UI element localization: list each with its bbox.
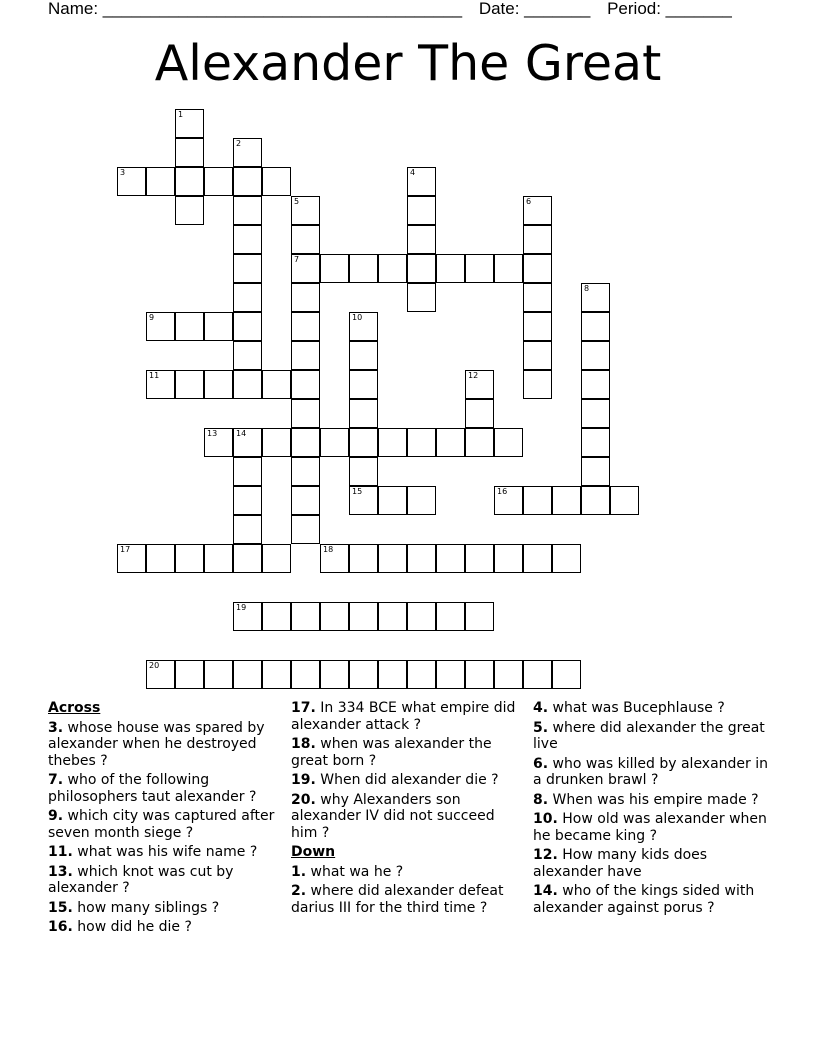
clue-text: how many siblings ? [72,899,220,916]
clue-item [48,864,280,897]
crossword-cell[interactable] [494,254,523,283]
crossword-cell[interactable] [291,660,320,689]
clue-text: When was his empire made ? [548,791,759,808]
crossword-cell[interactable] [436,254,465,283]
clue-number: 13. [48,863,73,880]
clue-number: 19 [236,603,247,612]
crossword-cell[interactable] [175,138,204,167]
crossword-cell[interactable] [436,544,465,573]
clue-item [533,883,773,916]
date-field-label[interactable]: Date: _______ [478,0,591,18]
down-clue-list [291,864,523,917]
crossword-cell[interactable] [291,399,320,428]
crossword-cell[interactable] [523,660,552,689]
clue-text: When did alexander die ? [315,772,499,788]
crossword-cell[interactable] [146,544,175,573]
crossword-cell[interactable] [146,312,175,341]
crossword-cell[interactable] [349,660,378,689]
crossword-cell[interactable] [233,602,262,631]
clue-item [48,808,280,841]
clue-number: 15 [352,487,363,496]
across-heading: Across [48,700,101,716]
clue-number: 12 [468,371,479,380]
clue-number: 19. [291,772,316,788]
crossword-cell[interactable] [494,660,523,689]
crossword-cell[interactable] [436,428,465,457]
crossword-cell[interactable] [233,254,262,283]
crossword-cell[interactable] [204,312,233,341]
crossword-cell[interactable] [175,312,204,341]
crossword-cell[interactable] [233,341,262,370]
clue-number: 11 [149,371,160,380]
crossword-cell[interactable] [581,312,610,341]
clue-column-1 [48,700,280,939]
crossword-cell[interactable] [233,544,262,573]
crossword-cell[interactable] [349,428,378,457]
crossword-cell[interactable] [233,138,262,167]
clue-item [291,736,523,769]
crossword-cell[interactable] [378,254,407,283]
clue-number: 6. [533,755,549,772]
crossword-cell[interactable] [523,370,552,399]
crossword-cell[interactable] [523,312,552,341]
clue-number: 17. [291,700,316,716]
clue-number: 3 [120,168,126,177]
crossword-cell[interactable] [523,486,552,515]
crossword-cell[interactable] [407,283,436,312]
clue-text: what was his wife name ? [72,844,258,860]
crossword-cell[interactable] [465,399,494,428]
crossword-cell[interactable] [523,341,552,370]
clue-item [291,700,523,733]
clue-item [533,847,773,880]
clue-number: 20. [291,791,316,808]
crossword-cell[interactable] [291,457,320,486]
crossword-cell[interactable] [175,167,204,196]
crossword-cell[interactable] [581,370,610,399]
clue-number: 8 [584,284,590,293]
crossword-cell[interactable] [262,660,291,689]
crossword-cell[interactable] [320,660,349,689]
clue-number: 1 [178,110,184,119]
clue-number: 1. [291,863,307,880]
crossword-cell[interactable] [204,660,233,689]
crossword-cell[interactable] [349,602,378,631]
crossword-cell[interactable] [494,428,523,457]
crossword-cell[interactable] [378,544,407,573]
crossword-cell[interactable] [581,341,610,370]
clue-text: why Alexanders son alexander IV did not succeed him ? [291,791,495,841]
crossword-cell[interactable] [523,254,552,283]
clue-item [291,883,523,916]
clue-number: 18 [323,545,334,554]
clue-number: 7 [294,255,300,264]
crossword-cell[interactable] [581,283,610,312]
crossword-cell[interactable] [494,486,523,515]
crossword-cell[interactable] [146,370,175,399]
clue-text: how did he die ? [72,919,192,935]
crossword-cell[interactable] [175,196,204,225]
crossword-cell[interactable] [465,602,494,631]
crossword-cell[interactable] [233,370,262,399]
crossword-cell[interactable] [204,167,233,196]
clue-number: 16. [48,919,73,935]
crossword-cell[interactable] [262,428,291,457]
clue-number: 4 [410,168,416,177]
clue-column-3 [533,700,773,919]
clue-item [48,720,280,770]
clue-column-2 [291,700,523,919]
crossword-cell[interactable] [146,660,175,689]
crossword-cell[interactable] [320,602,349,631]
crossword-cell[interactable] [291,602,320,631]
crossword-cell[interactable] [378,602,407,631]
crossword-cell[interactable] [349,341,378,370]
clue-item [533,756,773,789]
crossword-cell[interactable] [465,660,494,689]
crossword-cell[interactable] [233,167,262,196]
crossword-cell[interactable] [291,312,320,341]
crossword-cell[interactable] [349,544,378,573]
crossword-cell[interactable] [407,602,436,631]
crossword-cell[interactable] [233,486,262,515]
crossword-cell[interactable] [291,196,320,225]
clue-text: whose house was spared by alexander when he destroyed thebes ? [48,719,265,769]
crossword-cell[interactable] [233,283,262,312]
clue-number: 14. [533,883,558,899]
clue-text: who of the following philosophers taut alexander ? [48,772,257,805]
clue-number: 15. [48,899,73,916]
clue-text: How old was alexander when he became king ? [533,811,767,844]
crossword-cell[interactable] [407,428,436,457]
crossword-cell[interactable] [320,428,349,457]
clue-item [291,864,523,881]
clue-number: 10. [533,811,558,827]
clue-text: who of the kings sided with alexander against porus ? [533,883,755,916]
clue-number: 9 [149,313,155,322]
clue-text: which city was captured after seven month siege ? [48,808,275,841]
clue-text: where did alexander defeat darius III for the third time ? [291,883,504,916]
crossword-cell[interactable] [349,457,378,486]
crossword-cell[interactable] [262,167,291,196]
crossword-cell[interactable] [407,167,436,196]
crossword-cell[interactable] [581,428,610,457]
clue-item [291,792,523,842]
crossword-cell[interactable] [175,660,204,689]
crossword-cell[interactable] [465,428,494,457]
crossword-cell[interactable] [407,196,436,225]
clue-item [533,720,773,753]
clue-number: 4. [533,700,549,716]
crossword-cell[interactable] [465,370,494,399]
crossword-cell[interactable] [233,312,262,341]
crossword-cell[interactable] [407,544,436,573]
crossword-cell[interactable] [233,428,262,457]
clue-text: How many kids does alexander have [533,847,708,880]
crossword-cell[interactable] [233,660,262,689]
crossword-cell[interactable] [552,660,581,689]
crossword-cell[interactable] [494,544,523,573]
clue-text: who was killed by alexander in a drunken brawl ? [533,755,769,788]
crossword-cell[interactable] [349,370,378,399]
clue-item [533,700,773,717]
crossword-cell[interactable] [204,544,233,573]
crossword-cell[interactable] [523,225,552,254]
crossword-cell[interactable] [291,428,320,457]
clue-number: 3. [48,719,64,736]
crossword-cell[interactable] [523,283,552,312]
clue-item [533,811,773,844]
clue-item [48,844,280,861]
clue-text: where did alexander the great live [533,719,765,752]
crossword-cell[interactable] [610,486,639,515]
crossword-cell[interactable] [349,312,378,341]
clue-text: when was alexander the great born ? [291,736,492,769]
clue-number: 9. [48,808,64,824]
crossword-cell[interactable] [378,428,407,457]
clue-number: 11. [48,844,73,860]
clue-number: 5 [294,197,300,206]
crossword-cell[interactable] [233,515,262,544]
page-title: Alexander The Great [154,35,662,92]
clue-item [291,772,523,789]
crossword-cell[interactable] [204,428,233,457]
crossword-cell[interactable] [291,283,320,312]
clue-number: 13 [207,429,218,438]
crossword-cell[interactable] [523,544,552,573]
crossword-cell[interactable] [407,254,436,283]
clue-number: 18. [291,736,316,752]
crossword-cell[interactable] [436,660,465,689]
crossword-cell[interactable] [175,370,204,399]
crossword-cell[interactable] [320,544,349,573]
clue-number: 12. [533,847,558,863]
crossword-cell[interactable] [465,544,494,573]
crossword-cell[interactable] [349,486,378,515]
crossword-cell[interactable] [291,341,320,370]
clue-item [48,772,280,805]
crossword-cell[interactable] [291,225,320,254]
crossword-cell[interactable] [407,225,436,254]
clue-item [48,900,280,917]
crossword-cell[interactable] [581,457,610,486]
crossword-cell[interactable] [523,196,552,225]
crossword-cell[interactable] [291,486,320,515]
clue-number: 8. [533,791,549,808]
clue-number: 20 [149,661,160,670]
crossword-cell[interactable] [465,254,494,283]
across-clue-list [48,720,280,936]
crossword-cell[interactable] [436,602,465,631]
clue-number: 17 [120,545,131,554]
crossword-cell[interactable] [233,196,262,225]
clue-text: In 334 BCE what empire did alexander attack ? [291,700,516,733]
crossword-cell[interactable] [349,254,378,283]
across-clue-list-continued [291,700,523,841]
crossword-cell[interactable] [320,254,349,283]
clue-number: 16 [497,487,508,496]
clue-item [48,919,280,936]
crossword-cell[interactable] [407,486,436,515]
clue-number: 7. [48,772,64,788]
crossword-cell[interactable] [175,109,204,138]
clue-text: what wa he ? [306,863,404,880]
crossword-cell[interactable] [262,544,291,573]
name-field-label[interactable]: Name: ______________________________________ [48,0,463,18]
crossword-cell[interactable] [552,486,581,515]
clue-text: what was Bucephlause ? [548,700,725,716]
clue-number: 5. [533,719,549,736]
down-clue-list-continued [533,700,773,916]
crossword-cell[interactable] [262,370,291,399]
crossword-cell[interactable] [349,399,378,428]
crossword-cell[interactable] [378,660,407,689]
crossword-cell[interactable] [378,486,407,515]
crossword-cell[interactable] [175,544,204,573]
clue-number: 6 [526,197,532,206]
crossword-cell[interactable] [117,544,146,573]
crossword-cell[interactable] [581,486,610,515]
crossword-cell[interactable] [291,370,320,399]
clue-number: 10 [352,313,363,322]
crossword-cell[interactable] [146,167,175,196]
clue-number: 2. [291,883,307,899]
crossword-cell[interactable] [552,544,581,573]
crossword-cell[interactable] [233,225,262,254]
crossword-cell[interactable] [117,167,146,196]
crossword-cell[interactable] [291,515,320,544]
clue-item [533,792,773,809]
clue-number: 2 [236,139,242,148]
crossword-cell[interactable] [407,660,436,689]
period-field-label[interactable]: Period: _______ [607,0,732,18]
crossword-cell[interactable] [291,254,320,283]
crossword-cell[interactable] [233,457,262,486]
crossword-cell[interactable] [262,602,291,631]
crossword-cell[interactable] [204,370,233,399]
clue-number: 14 [236,429,247,438]
down-heading: Down [291,844,336,860]
clue-text: which knot was cut by alexander ? [48,863,234,896]
crossword-cell[interactable] [581,399,610,428]
